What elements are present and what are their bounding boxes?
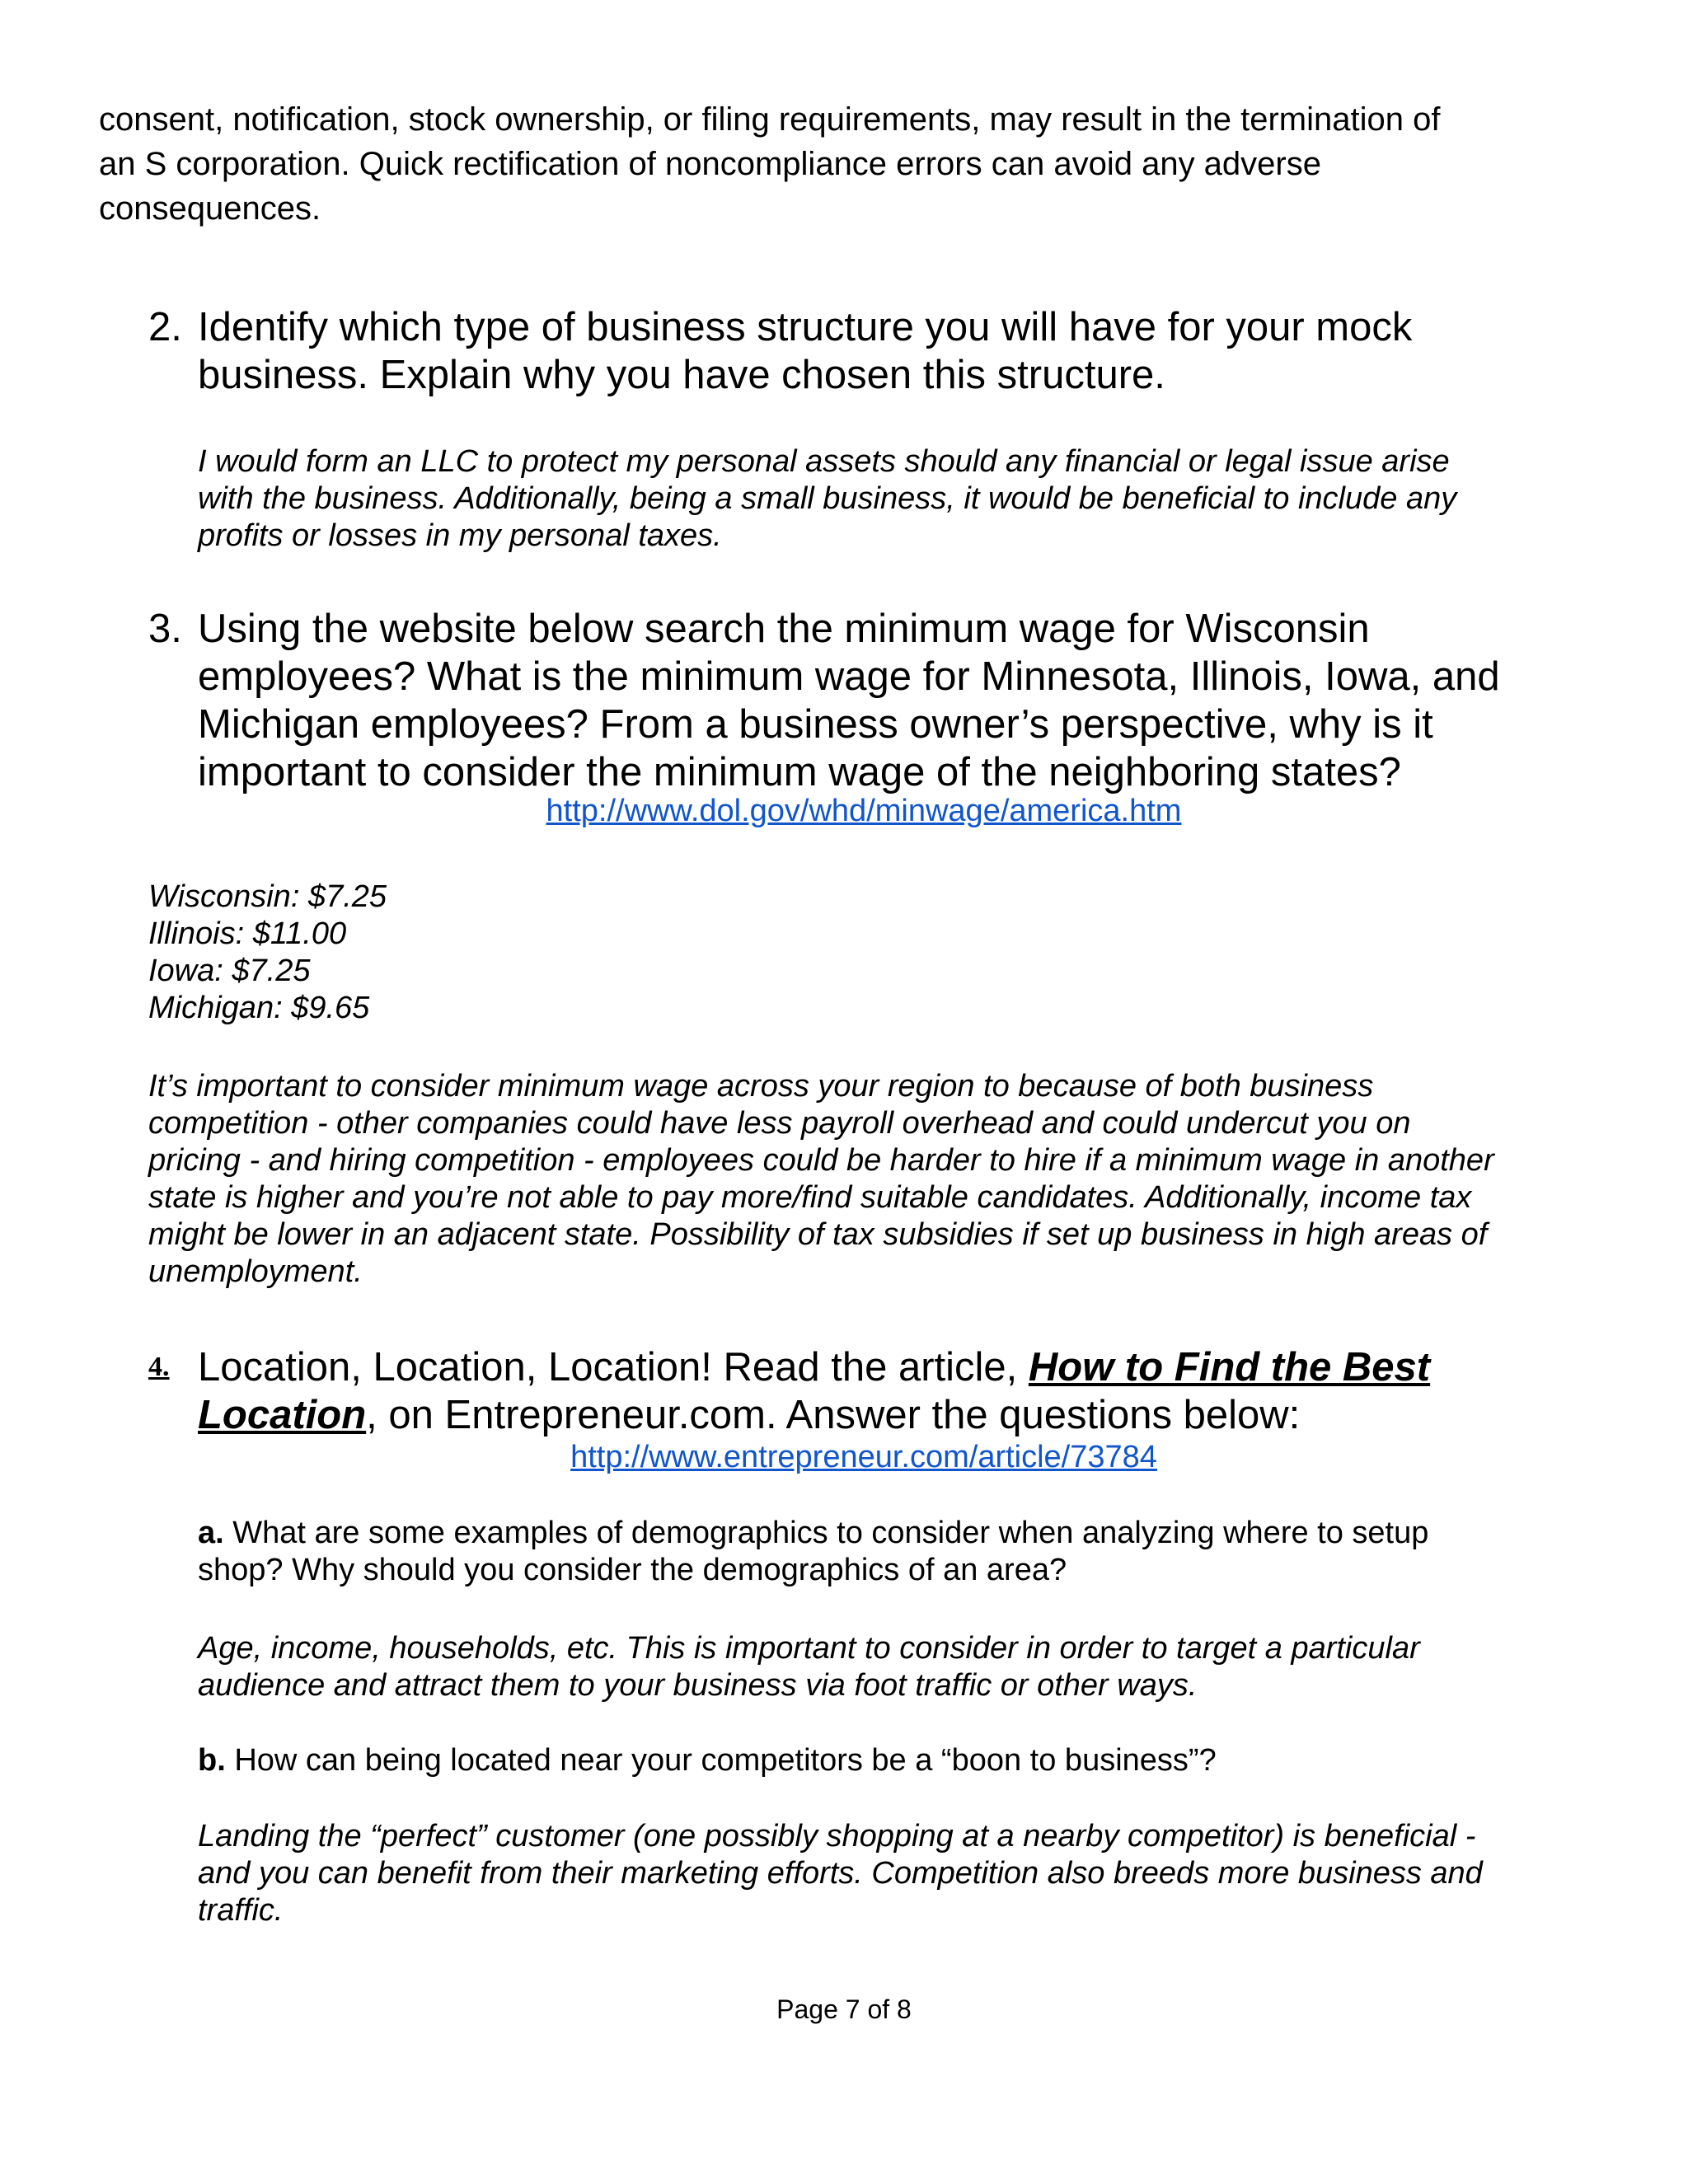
question-line: Identify which type of business structure you will have for your mock: [198, 305, 1413, 349]
question-line: shop? Why should you consider the demographics of an area?: [198, 1553, 1067, 1587]
question-line: Using the website below search the minimum wage for Wisconsin: [198, 607, 1370, 651]
question-line: business. Explain why you have chosen this structure.: [198, 353, 1165, 397]
question-2-number: 2.: [148, 305, 182, 349]
question-line: [198, 1343, 1430, 1391]
article-title-end: Location: [198, 1393, 367, 1437]
question-4a: [198, 1515, 1428, 1589]
question-text: How can being located near your competitors be a “boon to business”?: [225, 1743, 1217, 1778]
answer-line: might be lower in an adjacent state. Possibility of tax subsidies if set up business in high areas of: [148, 1217, 1488, 1252]
minwage-link[interactable]: http://www.dol.gov/whd/minwage/america.htm: [546, 794, 1182, 828]
answer-line: and you can benefit from their marketing efforts. Competition also breeds more business and: [198, 1856, 1483, 1891]
intro-line: an S corporation. Quick rectification of noncompliance errors can avoid any adverse: [99, 146, 1321, 182]
item-label: b.: [198, 1743, 226, 1778]
answer-line: traffic.: [198, 1893, 284, 1928]
wage-item: Illinois: $11.00: [148, 916, 347, 951]
question-4-text: [198, 1343, 1430, 1439]
question-4b: [198, 1742, 1217, 1779]
answer-line: state is higher and you’re not able to pay more/find suitable candidates. Additionally, income tax: [148, 1180, 1472, 1215]
answer-line: Age, income, households, etc. This is important to consider in order to target a particular: [198, 1631, 1420, 1666]
question-line: Michigan employees? From a business owner’s perspective, why is it: [198, 702, 1433, 747]
question-line: employees? What is the minimum wage for Minnesota, Illinois, Iowa, and: [198, 654, 1500, 699]
question-line: [198, 1515, 1428, 1552]
answer-line: Landing the “perfect” customer (one possibly shopping at a nearby competitor) is beneficial -: [198, 1819, 1476, 1854]
question-text: What are some examples of demographics to consider when analyzing where to setup: [223, 1516, 1429, 1550]
question-4-number: 4.: [148, 1352, 170, 1382]
question-4-prefix: Location, Location, Location! Read the article,: [198, 1345, 1029, 1390]
article-title: How to Find the Best: [1028, 1345, 1431, 1390]
answer-line: with the business. Additionally, being a small business, it would be beneficial to include any: [198, 481, 1457, 516]
question-2-text: [198, 303, 1412, 399]
minimum-wage-list: [148, 879, 387, 1027]
question-line: [198, 1391, 1430, 1439]
intro-paragraph: [99, 97, 1440, 231]
page-number: Page 7 of 8: [776, 1994, 912, 2024]
answer-line: competition - other companies could have less payroll overhead and could undercut you on: [148, 1106, 1411, 1141]
question-2-answer: [198, 443, 1456, 555]
question-line: important to consider the minimum wage of the neighboring states?: [198, 750, 1401, 794]
question-line: [198, 1742, 1217, 1779]
answer-line: audience and attract them to your business via foot traffic or other ways.: [198, 1668, 1198, 1703]
item-label: a.: [198, 1516, 224, 1550]
intro-line: consent, notification, stock ownership, or filing requirements, may result in the termination of: [99, 101, 1441, 138]
intro-line: consequences.: [99, 190, 321, 227]
answer-line: unemployment.: [148, 1254, 363, 1289]
answer-line: It’s important to consider minimum wage across your region to because of both business: [148, 1069, 1374, 1104]
entrepreneur-link[interactable]: http://www.entrepreneur.com/article/73784: [570, 1440, 1157, 1474]
question-4b-answer: [198, 1818, 1483, 1929]
question-3-answer: [148, 1068, 1494, 1291]
question-4-suffix: , on Entrepreneur.com. Answer the questions below:: [366, 1393, 1301, 1437]
wage-item: Michigan: $9.65: [148, 991, 370, 1025]
question-3-number: 3.: [148, 607, 182, 651]
question-3-text: [198, 605, 1500, 796]
wage-item: Wisconsin: $7.25: [148, 879, 387, 914]
answer-line: I would form an LLC to protect my personal assets should any financial or legal issue arise: [198, 444, 1450, 479]
answer-line: profits or losses in my personal taxes.: [198, 518, 722, 553]
wage-item: Iowa: $7.25: [148, 954, 311, 988]
answer-line: pricing - and hiring competition - employees could be harder to hire if a minimum wage in another: [148, 1143, 1494, 1178]
question-4a-answer: [198, 1630, 1420, 1704]
